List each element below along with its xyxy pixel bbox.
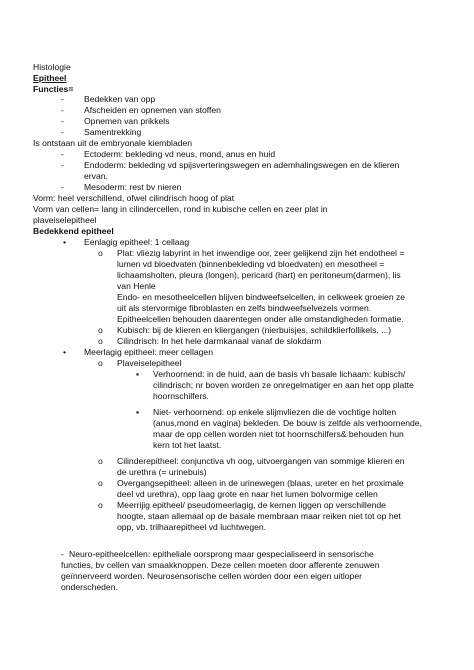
circle-marker: o [98, 358, 103, 368]
list-item: Cilindrisch: In het hele darmkanaal vanaf de slokdarm [117, 336, 322, 346]
paragraph-line: Cilinderepitheel: conjunctiva vh oog, uitvoergangen van sommige klieren en [117, 456, 405, 466]
circle-marker: o [98, 500, 103, 510]
paragraph-line: Niet- verhoornend: op enkele slijmvliezen die de vochtige holten [153, 407, 397, 417]
list-item: Bedekken van opp [84, 94, 156, 104]
paragraph-line: Vorm van cellen= lang in cilindercellen, rond in kubische cellen en zeer plat in [33, 204, 328, 214]
list-item: Eenlagig epitheel: 1 cellaag [84, 237, 190, 247]
paragraph-line: Neuro-epitheelcellen: epitheliale oorsprong maar gespecialiseerd in sensorische [69, 549, 374, 559]
dash-marker: - [61, 182, 64, 192]
paragraph-line: van Henle [117, 281, 156, 291]
bullet-marker: • [63, 347, 67, 357]
paragraph-line: hoornschilfers. [153, 391, 209, 401]
origin-text: Is ontstaan uit de embryonale kiembladen [33, 138, 193, 148]
paragraph-line: lichaamsholten, pleura (longen), pericard (hart) en peritoneum(darmen), lis [117, 270, 401, 280]
paragraph-line: uit als stervormige fibroblasten en zelfs bindweefselvezels vormen. [117, 303, 372, 313]
section-heading-bedekkend: Bedekkend epitheel [33, 226, 114, 236]
paragraph-line: maar de opp cellen worden niet tot hoornschilfers& behouden hun [153, 429, 404, 439]
section-heading-epitheel: Epitheel [33, 73, 67, 83]
dash-marker: - [61, 549, 64, 559]
paragraph-line: Meerrijig epitheel/ pseudomeerlagig, de kernen liggen op verschillende [117, 500, 386, 510]
list-item: Opnemen van prikkels [84, 116, 170, 126]
paragraph-line: onderscheden. [61, 582, 118, 592]
dash-marker: - [61, 127, 64, 137]
paragraph-line: Overgangsepitheel: alleen in de urinewegen (blaas, ureter en het proximale [117, 478, 404, 488]
square-marker: ▪ [136, 407, 140, 417]
list-item: Afscheiden en opnemen van stoffen [84, 105, 221, 115]
circle-marker: o [98, 336, 103, 346]
dash-marker: - [61, 94, 64, 104]
list-item: Kubisch: bij de klieren en kliergangen (nierbuisjes, schildklierfollikels, ...) [117, 325, 392, 335]
paragraph-line: de urethra (= urinebuis) [117, 467, 207, 477]
list-item: Endoderm: bekleding vd spijsverteringswegen en ademhalingswegen en de klieren [84, 160, 400, 170]
circle-marker: o [98, 248, 103, 258]
doc-title: Histologie [33, 62, 71, 72]
paragraph-line: Endo- en mesotheelcellen blijven bindweefselcellen, in celkweek groeien ze [117, 292, 406, 302]
dash-marker: - [61, 105, 64, 115]
paragraph-line: Plat: vliezig labyrint in het inwendige oor, zeer gelijkend zijn het endotheel = [117, 248, 405, 258]
functions-heading: Functies= [33, 84, 74, 94]
paragraph-line: cilindrisch; nr boven worden ze onregelmatiger en aan het opp platte [153, 380, 414, 390]
square-marker: ▪ [136, 369, 140, 379]
paragraph-line: geïnnerveerd worden. Neurosensorische cellen worden door een eigen uitloper [61, 571, 362, 581]
paragraph-line: hoogte, staan allemaal op de basale membraan maar reiken niet tot op het [117, 511, 401, 521]
paragraph-line: Vorm: heel verschillend, ofwel cilindrisch hoog of plat [33, 193, 235, 203]
paragraph-line: functies, bv cellen van smaakknoppen. Deze cellen moeten door afferente zenuwen [61, 560, 380, 570]
paragraph-line: Epitheelcellen behouden daarentegen onder alle omstandigheden formatie. [117, 314, 404, 324]
paragraph-line: deel vd urethra), opp laag grote en naar het lumen bolvormige cellen [117, 489, 378, 499]
paragraph-line: (anus,mond en vagina) bekleden. De bouw is zelfde als verhoornende, [153, 418, 422, 428]
dash-marker: - [61, 149, 64, 159]
dash-marker: - [61, 116, 64, 126]
paragraph-line: Verhoornend: in de huid, aan de basis vh basale lichaam: kubisch/ [153, 369, 406, 379]
bullet-marker: • [63, 237, 67, 247]
list-item-continued: ervan. [84, 171, 108, 181]
paragraph-line: plaveiselepitheel [33, 215, 97, 225]
paragraph-line: kern tot het laatst. [153, 440, 222, 450]
circle-marker: o [98, 478, 103, 488]
dash-marker: - [61, 160, 64, 170]
list-item: Samentrekking [84, 127, 142, 137]
list-item: Mesoderm: rest bv nieren [84, 182, 182, 192]
circle-marker: o [98, 325, 103, 335]
paragraph-line: lumen vd bloedvaten (binnenbekleding vd bloedvaten) en mesotheel = [117, 259, 385, 269]
list-item: Meerlagig epitheel: meer cellagen [84, 347, 213, 357]
paragraph-line: opp, vb. trilhaarepitheel vd luchtwegen. [117, 522, 267, 532]
circle-marker: o [98, 456, 103, 466]
list-item: Ectoderm: bekleding vd neus, mond, anus en huid [84, 149, 276, 159]
list-item: Plaveiselepitheel [117, 358, 182, 368]
